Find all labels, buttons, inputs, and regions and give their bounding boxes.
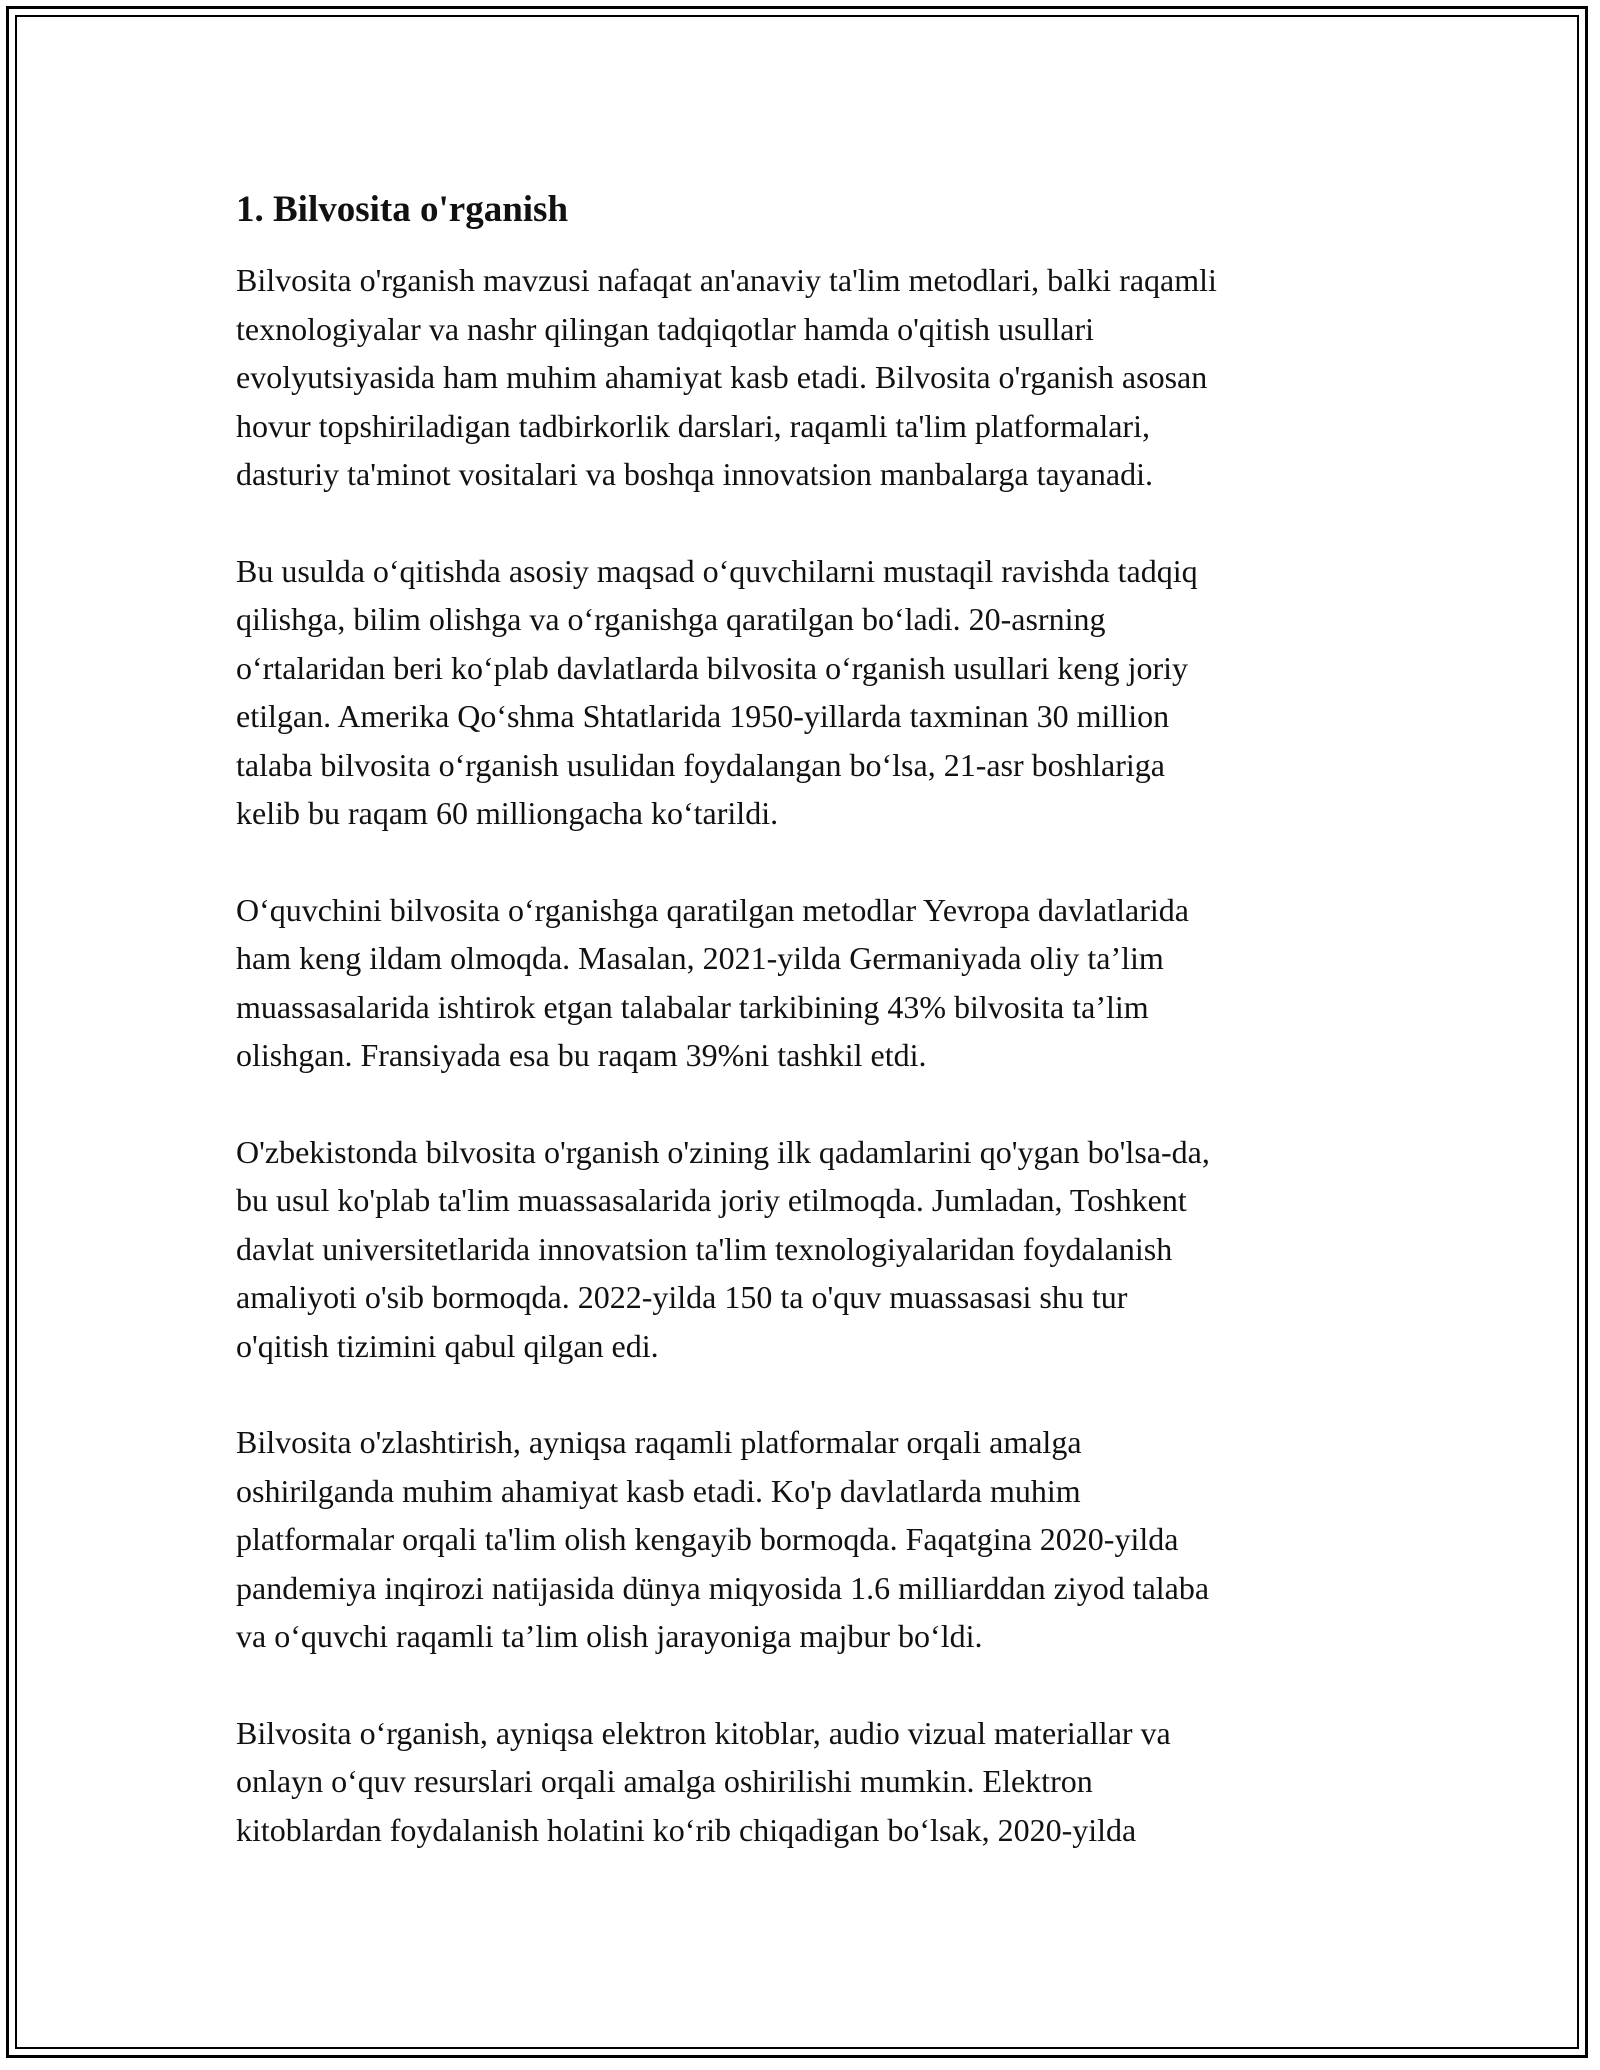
text-line: texnologiyalar va nashr qilingan tadqiqotlar hamda o'qitish usullari bbox=[236, 310, 1095, 347]
text-line: Bilvosita o‘rganish, ayniqsa elektron kitoblar, audio vizual materiallar va bbox=[236, 1714, 1171, 1751]
text-line: muassasalarida ishtirok etgan talabalar tarkibining 43% bilvosita ta’lim bbox=[236, 988, 1149, 1025]
paragraph-list bbox=[236, 256, 1366, 1854]
text-line: pandemiya inqirozi natijasida dünya miqyosida 1.6 milliarddan ziyod talaba bbox=[236, 1569, 1210, 1606]
text-line: etilgan. Amerika Qo‘shma Shtatlarida 1950-yillarda taxminan 30 million bbox=[236, 698, 1170, 734]
text-line: O‘quvchini bilvosita o‘rganishga qaratilgan metodlar Yevropa davlatlarida bbox=[236, 891, 1189, 928]
paragraph bbox=[236, 1128, 1366, 1371]
paragraph bbox=[236, 1418, 1366, 1661]
paragraph bbox=[236, 256, 1366, 499]
text-line: kitoblardan foydalanish holatini ko‘rib chiqadigan bo‘lsak, 2020-yilda bbox=[236, 1811, 1137, 1848]
text-line: olishgan. Fransiyada esa bu raqam 39%ni tashkil etdi. bbox=[236, 1037, 927, 1073]
text-line: o‘rtalaridan beri ko‘plab davlatlarda bilvosita o‘rganish usullari keng joriy bbox=[236, 649, 1189, 686]
text-line: va o‘quvchi raqamli ta’lim olish jarayoniga majbur bo‘ldi. bbox=[236, 1618, 983, 1654]
text-line: Bilvosita o'zlashtirish, ayniqsa raqamli platformalar orqali amalga bbox=[236, 1424, 1082, 1460]
text-line: onlayn o‘quv resurslari orqali amalga oshirilishi mumkin. Elektron bbox=[236, 1763, 1093, 1799]
text-line: dasturiy ta'minot vositalari va boshqa innovatsion manbalarga tayanadi. bbox=[236, 456, 1153, 492]
text-line: talaba bilvosita o‘rganish usulidan foydalangan bo‘lsa, 21-asr boshlariga bbox=[236, 746, 1165, 783]
paragraph bbox=[236, 547, 1366, 838]
text-line: kelib bu raqam 60 milliongacha ko‘tarildi. bbox=[236, 795, 779, 831]
text-line: qilishga, bilim olishga va o‘rganishga qaratilgan bo‘ladi. 20-asrning bbox=[236, 601, 1106, 637]
text-line: O'zbekistonda bilvosita o'rganish o'zining ilk qadamlarini qo'ygan bo'lsa-da, bbox=[236, 1133, 1210, 1170]
document-body bbox=[236, 186, 1366, 1902]
text-line: bu usul ko'plab ta'lim muassasalarida joriy etilmoqda. Jumladan, Toshkent bbox=[236, 1182, 1187, 1218]
text-line: hovur topshiriladigan tadbirkorlik darslari, raqamli ta'lim platformalari, bbox=[236, 407, 1150, 444]
paragraph bbox=[236, 886, 1366, 1080]
paragraph bbox=[236, 1709, 1366, 1855]
text-line: amaliyoti o'sib bormoqda. 2022-yilda 150 ta o'quv muassasasi shu tur bbox=[236, 1279, 1128, 1315]
section-title: 1. Bilvosita o'rganish bbox=[236, 189, 569, 230]
text-line: platformalar orqali ta'lim olish kengayib bormoqda. Faqatgina 2020-yilda bbox=[236, 1521, 1179, 1557]
text-line: evolyutsiyasida ham muhim ahamiyat kasb etadi. Bilvosita o'rganish asosan bbox=[236, 359, 1208, 395]
text-line: ham keng ildam olmoqda. Masalan, 2021-yilda Germaniyada oliy ta’lim bbox=[236, 940, 1164, 976]
text-line: davlat universitetlarida innovatsion ta'lim texnologiyalaridan foydalanish bbox=[236, 1230, 1173, 1267]
text-line: Bilvosita o'rganish mavzusi nafaqat an'anaviy ta'lim metodlari, balki raqamli bbox=[236, 262, 1217, 298]
text-line: oshirilganda muhim ahamiyat kasb etadi. Ko'p davlatlarda muhim bbox=[236, 1472, 1081, 1509]
text-line: o'qitish tizimini qabul qilgan edi. bbox=[236, 1327, 659, 1364]
text-line: Bu usulda o‘qitishda asosiy maqsad o‘quvchilarni mustaqil ravishda tadqiq bbox=[236, 552, 1198, 589]
